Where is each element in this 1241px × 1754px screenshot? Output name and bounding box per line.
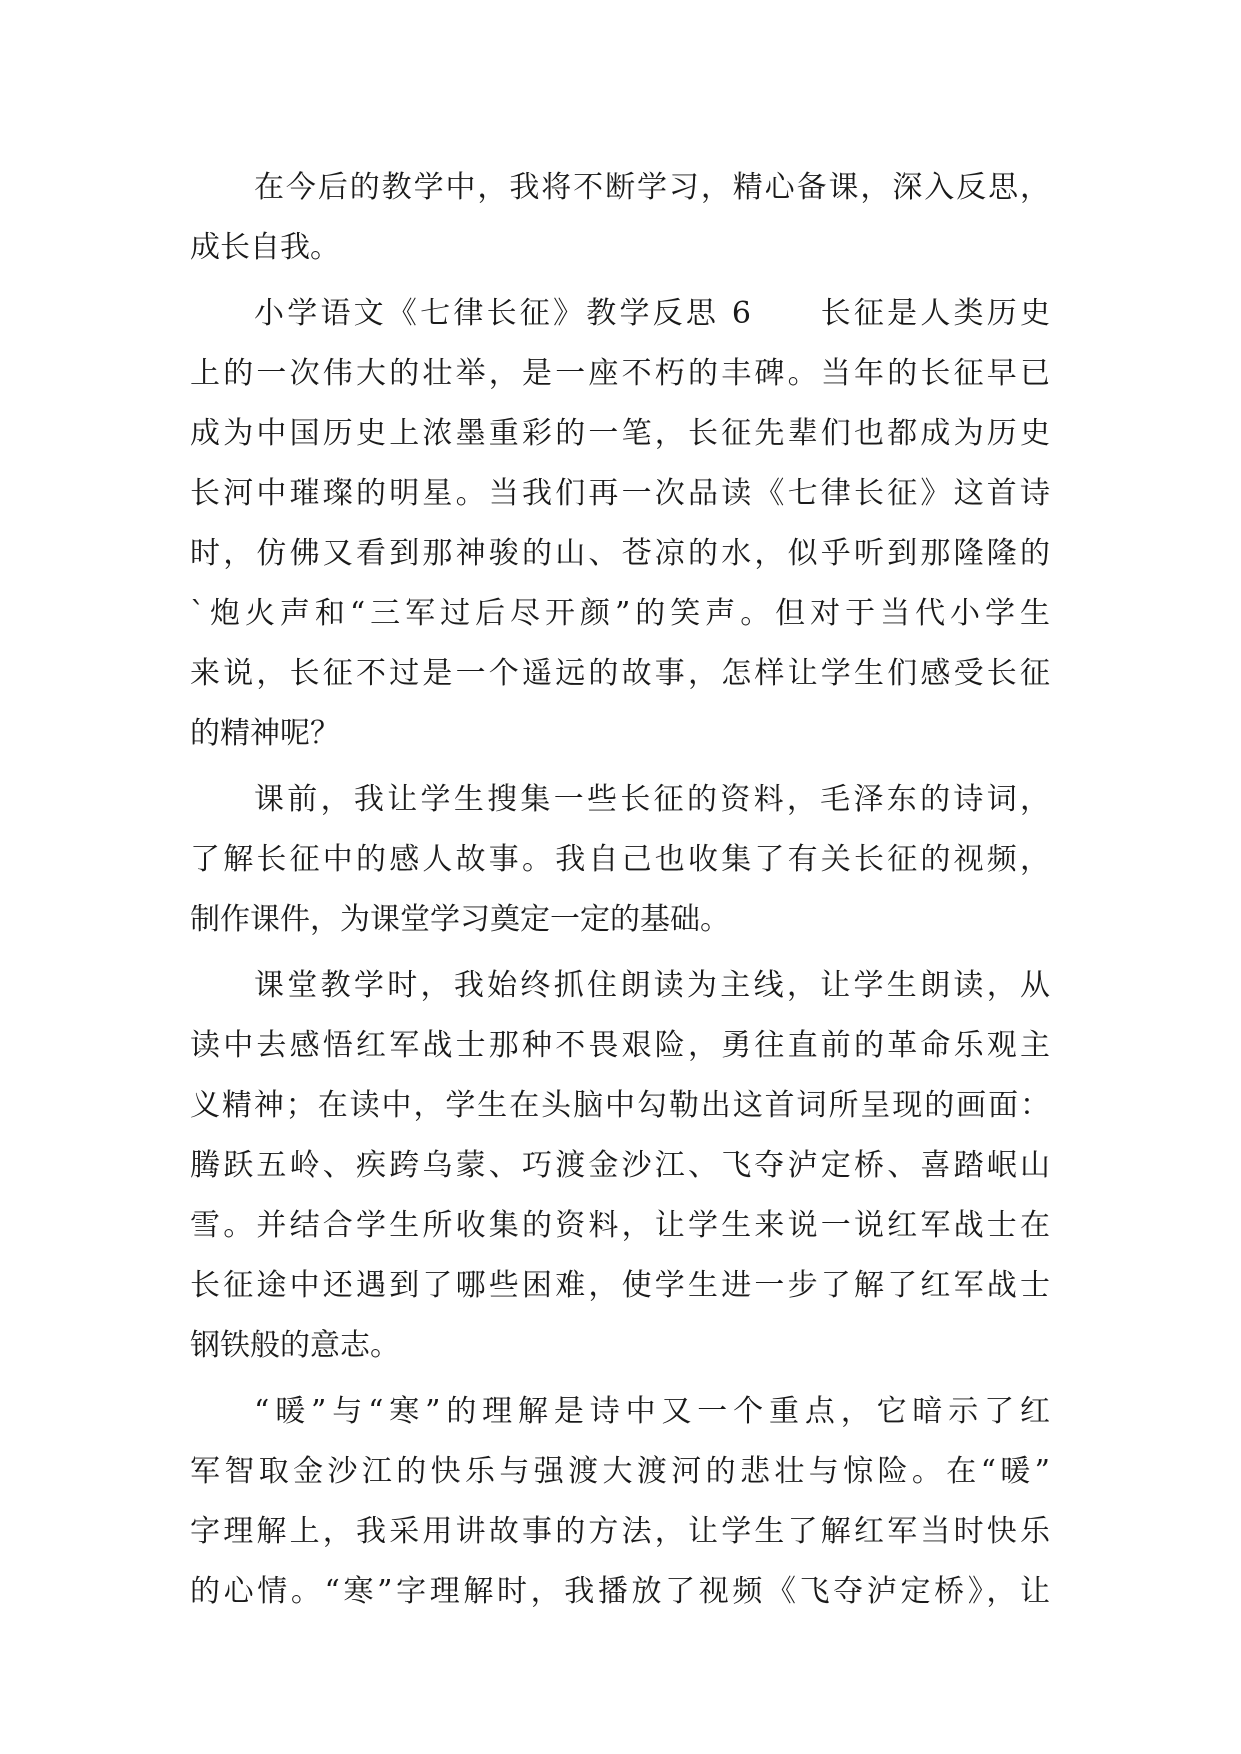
paragraph-5-line-1: “暖”与“寒”的理解是诗中又一个重点，它暗示了红 [254,1394,1050,1429]
paragraph-4-line-5: 雪。并结合学生所收集的资料，让学生来说一说红军战士在 [190,1208,1050,1243]
paragraph-4-line-6: 长征途中还遇到了哪些困难，使学生进一步了解了红军战士 [190,1268,1050,1303]
paragraph-5-line-3: 字理解上，我采用讲故事的方法，让学生了解红军当时快乐 [190,1514,1050,1549]
paragraph-2-line-7: 来说，长征不过是一个遥远的故事，怎样让学生们感受长征 [190,656,1050,691]
paragraph-2-line-5: 时，仿佛又看到那神骏的山、苍凉的水，似乎听到那隆隆的 [190,536,1050,571]
paragraph-1-line-2: 成长自我。 [190,230,340,265]
paragraph-3-line-3: 制作课件，为课堂学习奠定一定的基础。 [190,902,730,937]
paragraph-5-line-2: 军智取金沙江的快乐与强渡大渡河的悲壮与惊险。在“暖” [190,1454,1050,1489]
paragraph-4-line-2: 读中去感悟红军战士那种不畏艰险，勇往直前的革命乐观主 [190,1028,1050,1063]
paragraph-2-line-3: 成为中国历史上浓墨重彩的一笔，长征先辈们也都成为历史 [190,416,1050,451]
document-body [190,158,1050,1622]
paragraph-4-line-1: 课堂教学时，我始终抓住朗读为主线，让学生朗读，从 [254,968,1050,1003]
paragraph-2-line-2: 上的一次伟大的壮举，是一座不朽的丰碑。当年的长征早已 [190,356,1050,391]
paragraph-4-line-4: 腾跃五岭、疾跨乌蒙、巧渡金沙江、飞夺泸定桥、喜踏岷山 [190,1148,1050,1183]
paragraph-2-line-6: `炮火声和“三军过后尽开颜”的笑声。但对于当代小学生 [190,596,1050,631]
paragraph-5-line-4: 的心情。“寒”字理解时，我播放了视频《飞夺泸定桥》，让 [190,1574,1050,1609]
paragraph-4-line-3: 义精神；在读中，学生在头脑中勾勒出这首词所呈现的画面： [190,1088,1050,1123]
paragraph-4-line-7: 钢铁般的意志。 [190,1328,400,1363]
paragraph-3-line-1: 课前，我让学生搜集一些长征的资料，毛泽东的诗词， [254,782,1050,817]
paragraph-1-line-1: 在今后的教学中，我将不断学习，精心备课，深入反思， [254,170,1050,205]
paragraph-3-line-2: 了解长征中的感人故事。我自己也收集了有关长征的视频， [190,842,1050,877]
paragraph-2-line-8: 的精神呢？ [190,716,340,751]
paragraph-2-line-1: 小学语文《七律长征》教学反思 6 长征是人类历史 [254,296,1050,331]
paragraph-2-line-4: 长河中璀璨的明星。当我们再一次品读《七律长征》这首诗 [190,476,1050,511]
